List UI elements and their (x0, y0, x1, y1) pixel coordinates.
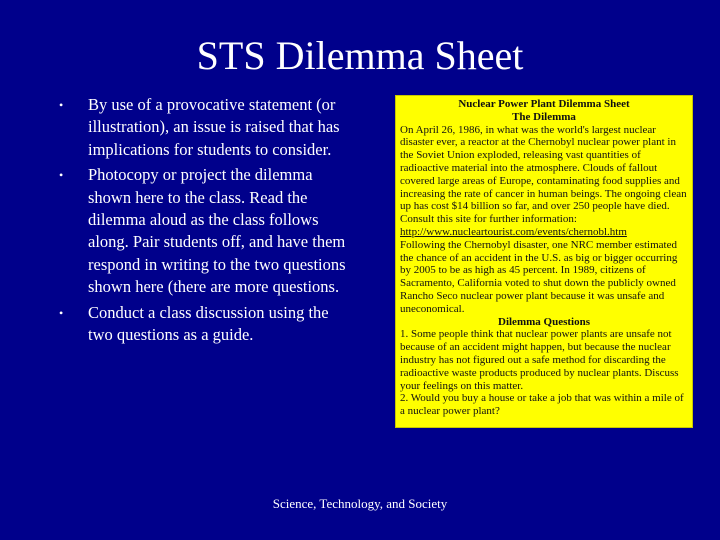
bullet-text: By use of a provocative statement (or illustration), an issue is raised that has implications for students to consider. (88, 95, 340, 159)
slide-title: STS Dilemma Sheet (196, 33, 524, 78)
dilemma-question: 1. Some people think that nuclear power plants are unsafe not because of an accident might happen, but because the nuclear industry has not figured out a safe method for discarding the radioactive waste products produced by nuclear plants. Discuss your feelings on this matter. (400, 328, 679, 392)
bullet-list (52, 94, 352, 349)
bullet-text: Conduct a class discussion using the two questions as a guide. (88, 302, 329, 345)
bullet-item (52, 94, 352, 161)
dilemma-paragraph: On April 26, 1986, in what was the world's largest nuclear disaster ever, a reactor at the Chernobyl nuclear power plant in the Soviet Union exploded, releasing vast quantities of radioactive material into the atmosphere. Clouds of fallout covered large areas of Europe, contaminating food supplies and increasing the rate of cancer in human beings. The ongoing clean up has cost $14 billion so far, and over 250 people have died. Consult this site for further information: (400, 123, 687, 226)
bullet-item (52, 302, 352, 347)
chernobyl-link[interactable]: http://www.nucleartourist.com/events/chernobl.htm (400, 225, 627, 238)
bullet-text: Photocopy or project the dilemma shown here to the class. Read the dilemma aloud as the class follows along. Pair students off, and have them respond in writing to the two questions shown here (there are more questions. (88, 165, 346, 297)
dilemma-sheet-title: Nuclear Power Plant Dilemma Sheet (458, 98, 630, 110)
bullet-icon: • (59, 305, 64, 320)
dilemma-question: 2. Would you buy a house or take a job that was within a mile of a nuclear power plant? (400, 392, 684, 418)
dilemma-sheet-image (395, 95, 693, 428)
bullet-icon: • (59, 168, 64, 183)
dilemma-paragraph: Following the Chernobyl disaster, one NRC member estimated the chance of an accident in the U.S. as big or bigger occurring by 2005 to be as high as 45 percent. In 1989, citizens of Sacramento, California voted to shut down the publicly owned Rancho Seco nuclear power plant because it was unsafe and uneconomical. (400, 238, 678, 315)
dilemma-section-title: The Dilemma (512, 110, 576, 123)
bullet-icon: • (59, 98, 64, 112)
slide-footer: Science, Technology, and Society (272, 496, 448, 511)
bullet-item (52, 164, 352, 298)
questions-title: Dilemma Questions (498, 315, 590, 328)
